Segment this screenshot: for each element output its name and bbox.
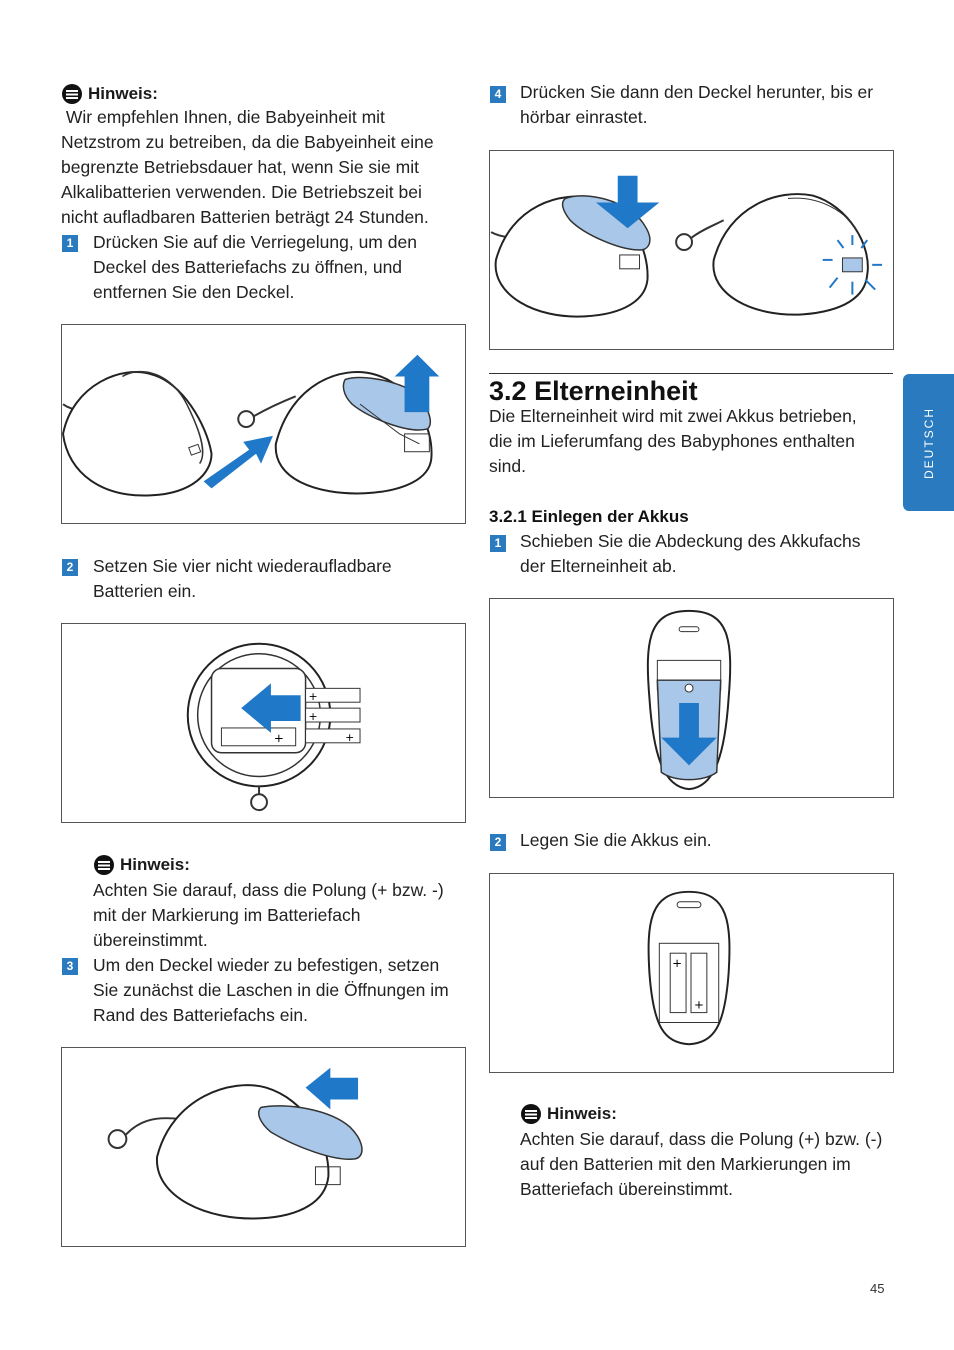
note-icon <box>93 854 115 876</box>
note-title: Hinweis: <box>547 1104 617 1123</box>
note-icon <box>61 83 83 105</box>
svg-text:+: + <box>693 997 704 1012</box>
note-title: Hinweis: <box>120 855 190 874</box>
section-title: Elterneinheit <box>534 376 698 406</box>
step-line: der Elterneinheit ab. <box>520 556 677 576</box>
page-number: 45 <box>870 1281 885 1296</box>
step-number: 2 <box>62 559 78 576</box>
note-heading <box>93 854 190 876</box>
step-line: Rand des Batteriefachs ein. <box>93 1005 308 1025</box>
step-text <box>93 953 449 1028</box>
step-text <box>93 554 392 604</box>
section-intro <box>489 404 857 479</box>
figure-attach-cover <box>61 1047 466 1247</box>
step-line: Batterien ein. <box>93 581 197 601</box>
step-text <box>520 828 712 853</box>
note-line: mit der Markierung im Batteriefach <box>93 905 361 925</box>
step-line: Deckel des Batteriefachs zu öffnen, und <box>93 257 403 277</box>
note-body <box>520 1127 882 1202</box>
note-title: Hinweis: <box>88 84 158 103</box>
note-heading <box>520 1103 617 1125</box>
note-line: begrenzte Betriebsdauer hat, wenn Sie sie mit <box>61 157 419 177</box>
note-body <box>61 105 434 230</box>
step-line: Sie zunächst die Laschen in die Öffnungen im <box>93 980 449 1000</box>
note-icon <box>520 1103 542 1125</box>
figure-press-cover <box>489 150 894 350</box>
intro-line: die im Lieferumfang des Babyphones enthalten <box>489 431 855 451</box>
note-body <box>93 878 444 953</box>
intro-line: sind. <box>489 456 526 476</box>
step-number: 1 <box>62 235 78 252</box>
svg-text:+: + <box>672 956 683 971</box>
svg-text:+: + <box>308 690 318 704</box>
note-line: Wir empfehlen Ihnen, die Babyeinheit mit <box>61 107 385 127</box>
svg-text:+: + <box>345 730 355 744</box>
subsection-heading: 3.2.1 Einlegen der Akkus <box>489 507 689 526</box>
step-text <box>93 230 417 305</box>
figure-insert-batteries <box>61 623 466 823</box>
intro-line: Die Elterneinheit wird mit zwei Akkus betrieben, <box>489 406 857 426</box>
figure-insert-akkus <box>489 873 894 1073</box>
note-heading <box>61 83 158 105</box>
section-number: 3.2 <box>489 376 527 406</box>
note-line: übereinstimmt. <box>93 930 208 950</box>
step-text <box>520 80 873 130</box>
language-tab-label: DEUTSCH <box>921 406 936 479</box>
note-line: Achten Sie darauf, dass die Polung (+ bzw. -) <box>93 880 444 900</box>
step-line: Drücken Sie dann den Deckel herunter, bis er <box>520 82 874 102</box>
step-number: 4 <box>490 86 506 103</box>
step-line: Schieben Sie die Abdeckung des Akkufachs <box>520 531 861 551</box>
language-tab <box>903 374 954 511</box>
figure-slide-cover <box>489 598 894 798</box>
step-number: 2 <box>490 834 506 851</box>
step-number: 3 <box>62 958 78 975</box>
step-text <box>520 529 861 579</box>
step-line: Drücken Sie auf die Verriegelung, um den <box>93 232 417 252</box>
step-line: entfernen Sie den Deckel. <box>93 282 295 302</box>
figure-open-cover <box>61 324 466 524</box>
section-heading <box>489 376 698 406</box>
step-number: 1 <box>490 535 506 552</box>
note-line: Batteriefach übereinstimmt. <box>520 1179 734 1199</box>
note-line: Netzstrom zu betreiben, da die Babyeinheit eine <box>61 132 434 152</box>
section-rule <box>489 373 893 374</box>
svg-text:+: + <box>308 710 318 724</box>
step-line: Setzen Sie vier nicht wiederaufladbare <box>93 556 392 576</box>
note-line: auf den Batterien mit den Markierungen im <box>520 1154 851 1174</box>
step-line: Legen Sie die Akkus ein. <box>520 830 712 850</box>
svg-text:+: + <box>273 730 284 745</box>
step-line: hörbar einrastet. <box>520 107 648 127</box>
step-line: Um den Deckel wieder zu befestigen, setzen <box>93 955 440 975</box>
note-line: Achten Sie darauf, dass die Polung (+) bzw. (-) <box>520 1129 883 1149</box>
note-line: Alkalibatterien verwenden. Die Betriebszeit bei <box>61 182 422 202</box>
note-line: nicht aufladbaren Batterien beträgt 24 Stunden. <box>61 207 429 227</box>
